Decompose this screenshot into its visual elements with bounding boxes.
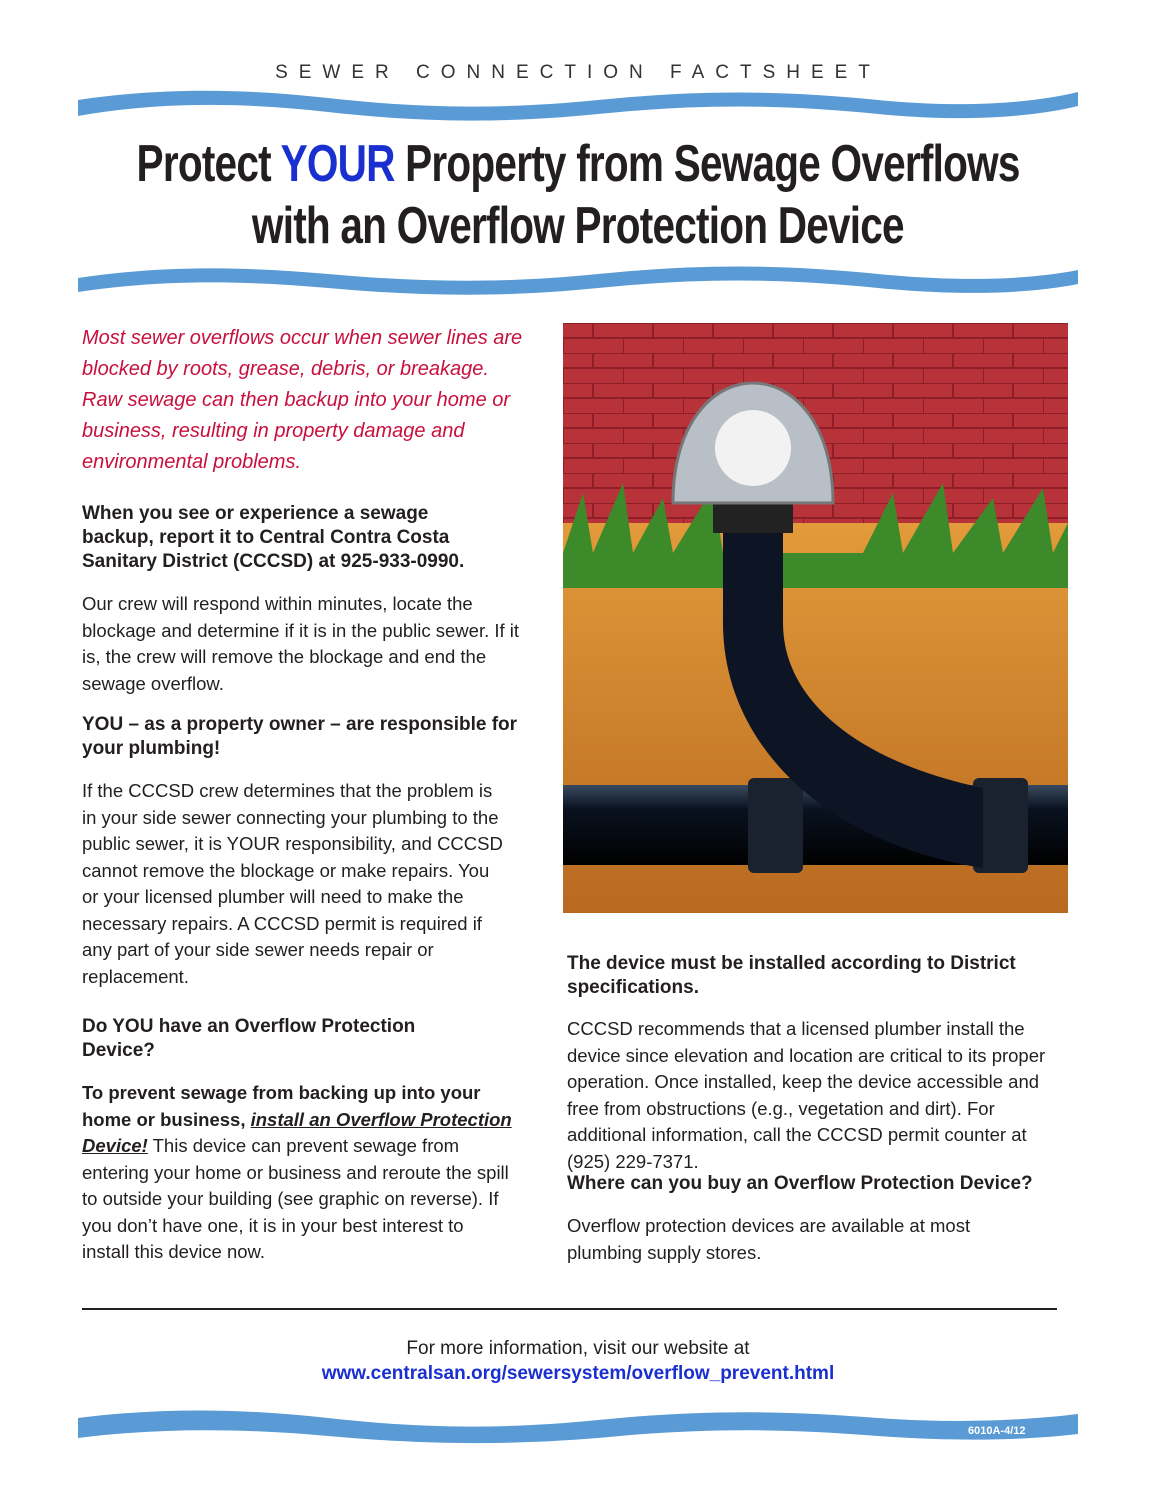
where-to-buy-paragraph: Overflow protection devices are available at most plumbing supply stores. xyxy=(567,1215,971,1263)
title-highlight: YOUR xyxy=(280,135,395,193)
responsibility-heading: YOU – as a property owner – are responsible for your plumbing! xyxy=(82,714,518,759)
install-spec-paragraph: CCCSD recommends that a licensed plumber install the device since elevation and location are critical to its proper operation. Once installed, keep the device accessible and free from obstructions (e.g., vegetation and dirt). For additional information, call the CCCSD permit counter at (925) 229-7371. xyxy=(567,1018,1046,1172)
wave-divider xyxy=(78,262,1078,298)
website-link[interactable]: www.centralsan.org/sewersystem/overflow_prevent.html xyxy=(321,1363,835,1384)
wave-divider xyxy=(78,88,1078,124)
footer-info: For more information, visit our website at xyxy=(406,1338,750,1359)
document-code: 6010A-4/12 xyxy=(968,1425,1026,1437)
where-to-buy-heading: Where can you buy an Overflow Protection Device? xyxy=(567,1173,1033,1194)
wave-divider xyxy=(78,1408,1078,1444)
report-heading: When you see or experience a sewage backup, report it to Central Contra Costa Sanitary District (CCCSD) at 925-933-0990. xyxy=(82,503,465,572)
responsibility-paragraph: If the CCCSD crew determines that the problem is in your side sewer connecting your plumbing to the public sewer, it is YOUR responsibility, and CCCSD cannot remove the blockage or make repairs. You or your licensed plumber will need to make the necessary repairs. A CCCSD permit is required if any part of your side sewer needs repair or replacement. xyxy=(82,780,503,987)
install-spec-heading: The device must be installed according to District specifications. xyxy=(567,953,1016,998)
kicker: SEWER CONNECTION FACTSHEET xyxy=(275,62,881,83)
install-device-link: install an Overflow Protection Device! xyxy=(82,1108,512,1156)
crew-paragraph: Our crew will respond within minutes, locate the blockage and determine if it is in the public sewer. If it is, the crew will remove the blockage and end the sewage overflow. xyxy=(82,593,520,694)
intro-lead: Most sewer overflows occur when sewer lines are blocked by roots, grease, debris, or breakage. Raw sewage can then backup into your home or business, resulting in property damage and environmental problems. xyxy=(82,327,523,473)
divider xyxy=(82,1308,1057,1310)
page-title-line1: Protect YOUR Property from Sewage Overflows xyxy=(136,135,1020,193)
page-title-line2: with an Overflow Protection Device xyxy=(252,197,904,255)
overflow-device-illustration xyxy=(563,323,1068,913)
device-question-heading: Do YOU have an Overflow Protection Device? xyxy=(82,1016,416,1061)
install-paragraph: To prevent sewage from backing up into your home or business, install an Overflow Protection Device! This device can prevent sewage from entering your home or business and reroute the spill to outside your building (see graphic on reverse). If you don’t have one, it is in your best interest to install this device now. xyxy=(82,1082,512,1262)
